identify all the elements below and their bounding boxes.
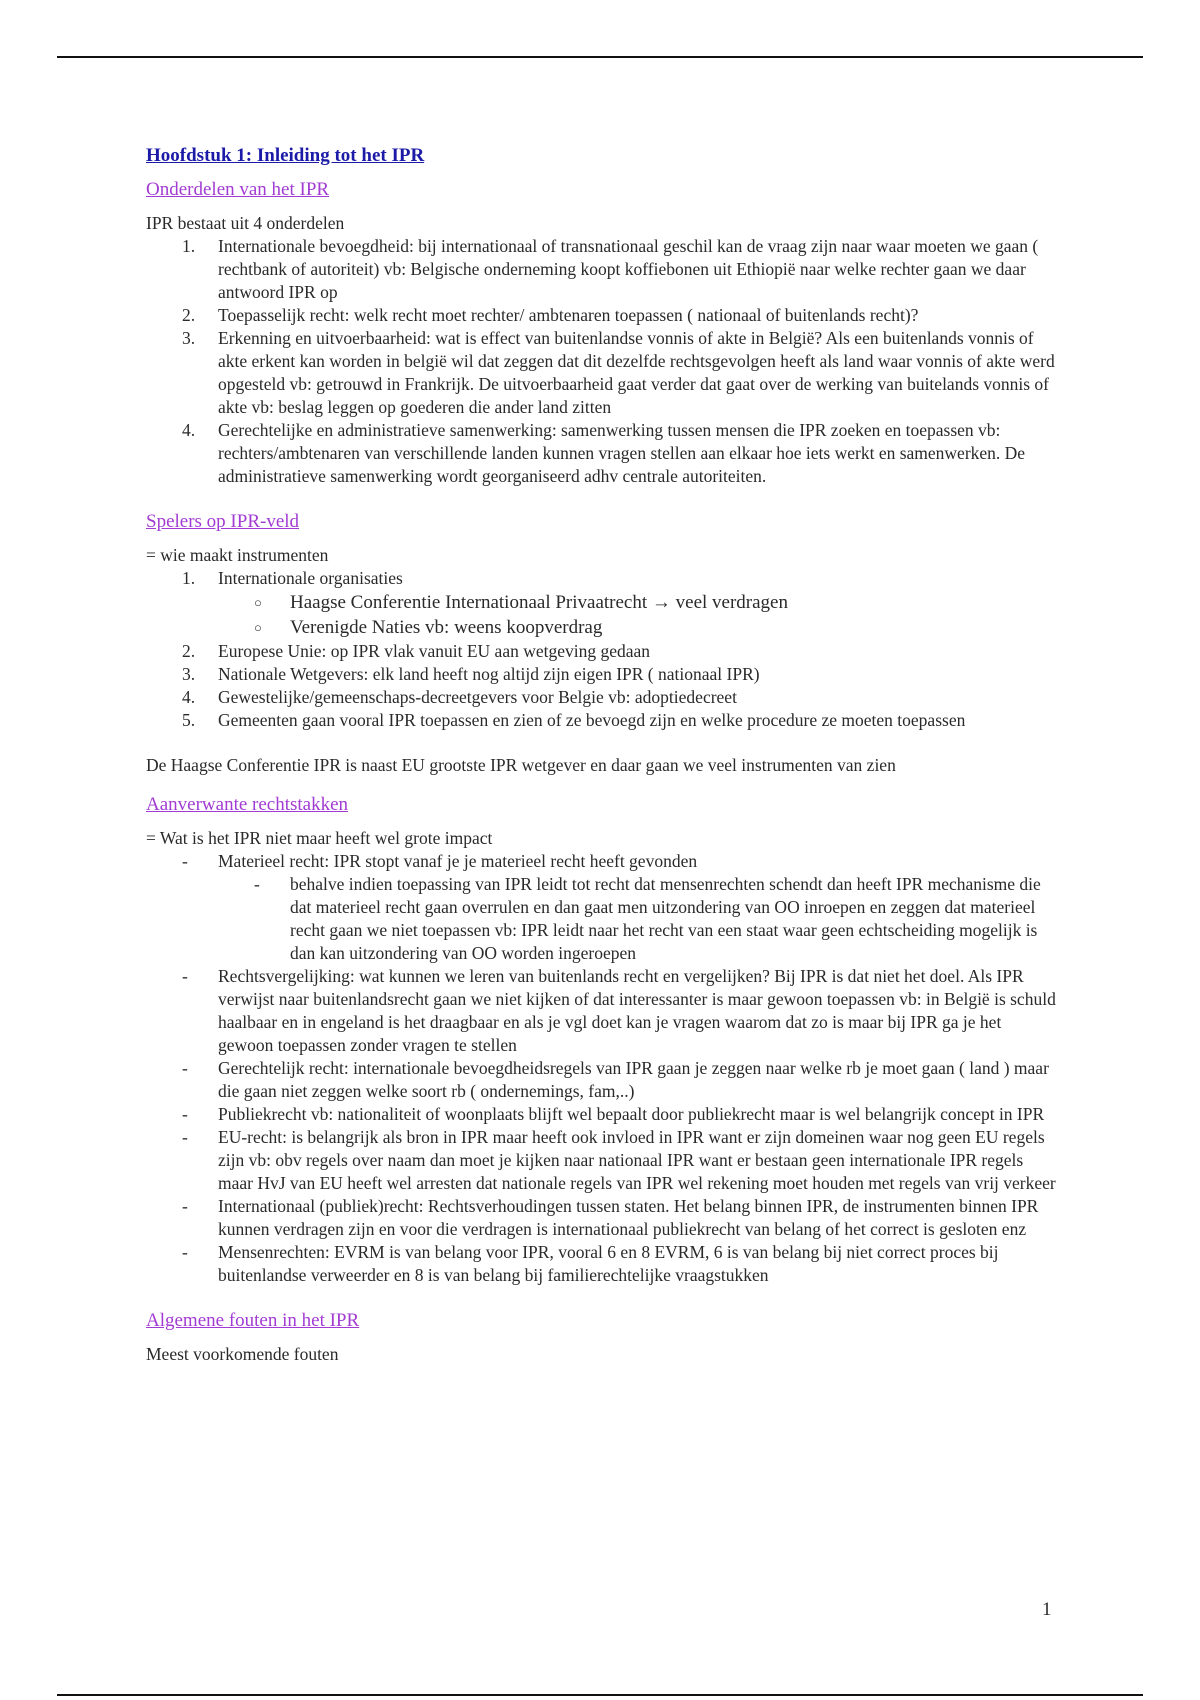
chapter-heading: Hoofdstuk 1: Inleiding tot het IPR <box>146 145 425 166</box>
sub-list-item-text: Verenigde Naties vb: weens koopverdrag <box>290 617 603 638</box>
sub-list-item <box>218 873 1056 965</box>
circle-bullet-icon: ○ <box>254 620 262 635</box>
list-item-text: Gewestelijke/gemeenschaps-decreetgevers voor Belgie vb: adoptiedecreet <box>218 687 737 707</box>
sub-list-item-text: Haagse Conferentie Internationaal Privaatrecht → veel verdragen <box>290 592 788 613</box>
list-number: 4. <box>182 420 196 440</box>
section-title-fouten: Algemene fouten in het IPR <box>146 1310 360 1331</box>
list-item <box>146 1103 1056 1126</box>
list-item-text: Gemeenten gaan vooral IPR toepassen en zien of ze bevoegd zijn en welke procedure ze moeten toepassen <box>218 710 966 730</box>
circle-bullet-icon: ○ <box>254 595 262 610</box>
list-item-text: Rechtsvergelijking: wat kunnen we leren van buitenlands recht en vergelijken? Bij IPR is dat niet het doel. Als IPR verwijst naar buitenlandsrecht gaan we niet kijken of dat interessanter is maar gewoon toepassen vb: in België is schuld haalbaar en in engeland is het draagbaar en als je vgl doet kan je vragen waarom dat zo is maar bij IPR ga je het gewoon toepassen zonder vragen te stellen <box>218 966 1056 1055</box>
footer-rule <box>57 1694 1143 1696</box>
document-body <box>146 144 1056 1366</box>
list-item <box>146 663 1056 686</box>
list-item <box>146 327 1056 419</box>
list-item <box>146 419 1056 488</box>
dash-bullet: - <box>182 1058 188 1078</box>
list-item <box>146 1057 1056 1103</box>
section-intro: = Wat is het IPR niet maar heeft wel grote impact <box>146 828 493 848</box>
list-number: 1. <box>182 568 196 588</box>
list-item <box>146 850 1056 873</box>
dash-list <box>146 850 1056 873</box>
numbered-list <box>146 235 1056 488</box>
dash-bullet: - <box>182 851 188 871</box>
dash-bullet: - <box>182 1104 188 1124</box>
list-item <box>146 567 1056 590</box>
section-intro: Meest voorkomende fouten <box>146 1344 339 1364</box>
section-intro: IPR bestaat uit 4 onderdelen <box>146 213 345 233</box>
list-number: 2. <box>182 305 196 325</box>
numbered-list <box>146 640 1056 732</box>
dash-bullet: - <box>182 1196 188 1216</box>
list-item <box>146 640 1056 663</box>
list-item-text: Internationale bevoegdheid: bij internationaal of transnationaal geschil kan de vraag zijn naar waar moeten we gaan ( rechtbank of autoriteit) vb: Belgische onderneming koopt koffiebonen uit Ethiopië naar welke rechter gaan we daar antwoord IPR op <box>218 236 1039 302</box>
paragraph: De Haagse Conferentie IPR is naast EU grootste IPR wetgever en daar gaan we veel instrumenten van zien <box>146 755 896 775</box>
list-item <box>146 709 1056 732</box>
sub-list-item-text: behalve indien toepassing van IPR leidt tot recht dat mensenrechten schendt dan heeft IPR mechanisme die dat materieel recht gaan overrulen en dan gaat men uitzondering van OO inroepen en zeggen dat materieel recht gaan we niet toepassen vb: IPR leidt naar het recht van een staat waar geen echtscheiding mogelijk is dan kan uitzondering van OO worden ingeroepen <box>290 874 1041 963</box>
list-item-text: Gerechtelijk recht: internationale bevoegdheidsregels van IPR gaan je zeggen naar welke rb je moet gaan ( land ) maar die gaan niet zeggen welke soort rb ( ondernemings, fam,..) <box>218 1058 1049 1101</box>
list-item-text: Internationaal (publiek)recht: Rechtsverhoudingen tussen staten. Het belang binnen IPR, de instrumenten binnen IPR kunnen verdragen zijn en voor die verdragen is internationaal publiekrecht van belang of het correct is gesloten enz <box>218 1196 1039 1239</box>
list-item-text: Publiekrecht vb: nationaliteit of woonplaats blijft wel bepaalt door publiekrecht maar is wel belangrijk concept in IPR <box>218 1104 1045 1124</box>
list-number: 5. <box>182 710 196 730</box>
section-intro: = wie maakt instrumenten <box>146 545 329 565</box>
list-item-text: Europese Unie: op IPR vlak vanuit EU aan wetgeving gedaan <box>218 641 651 661</box>
list-number: 3. <box>182 328 196 348</box>
list-item-text: Mensenrechten: EVRM is van belang voor IPR, vooral 6 en 8 EVRM, 6 is van belang bij niet correct proces bij buitenlandse verweerder en 8 is van belang bij familierechtelijke vraagstukken <box>218 1242 999 1285</box>
dash-bullet: - <box>182 1242 188 1262</box>
list-number: 3. <box>182 664 196 684</box>
list-item <box>146 1195 1056 1241</box>
section-title-aanverwante: Aanverwante rechtstakken <box>146 794 349 815</box>
list-item <box>146 304 1056 327</box>
section-title-onderdelen: Onderdelen van het IPR <box>146 179 330 200</box>
list-item-text: Toepasselijk recht: welk recht moet rechter/ ambtenaren toepassen ( nationaal of buitenlands recht)? <box>218 305 919 325</box>
list-item-text: Erkenning en uitvoerbaarheid: wat is effect van buitenlandse vonnis of akte in België? Als een buitenlands vonnis of akte erkent kan worden in belgië wil dat zeggen dat dit dezelfde rechtsgevolgen heeft als land waar vonnis of akte werd opgesteld vb: getrouwd in Frankrijk. De uitvoerbaarheid gaat verder dat gaat over de werking van buitelands vonnis of akte vb: beslag leggen op goederen die ander land zitten <box>218 328 1055 417</box>
header-rule <box>57 56 1143 58</box>
list-number: 1. <box>182 236 196 256</box>
list-item <box>146 1126 1056 1195</box>
list-item <box>146 686 1056 709</box>
list-item-text: Gerechtelijke en administratieve samenwerking: samenwerking tussen mensen die IPR zoeken en toepassen vb: rechters/ambtenaren van verschillende landen kunnen vragen stellen aan elkaar hoe iets werkt en samenwerken. De administratieve samenwerking wordt georganiseerd adhv centrale autoriteiten. <box>218 420 1026 486</box>
dash-bullet: - <box>182 966 188 986</box>
dash-list <box>146 965 1056 1287</box>
sub-list-item <box>218 615 1056 640</box>
list-item <box>146 965 1056 1057</box>
list-item-text: Internationale organisaties <box>218 568 403 588</box>
section-title-spelers: Spelers op IPR-veld <box>146 511 300 532</box>
list-item-text: EU-recht: is belangrijk als bron in IPR maar heeft ook invloed in IPR want er zijn domeinen waar nog geen EU regels zijn vb: obv regels over naam dan moet je kijken naar nationaal IPR want er bestaan geen internationale IPR regels maar HvJ van EU heeft wel arresten dat nationale regels van IPR wel rekening moet houden met regels van vrij verkeer <box>218 1127 1056 1193</box>
numbered-list <box>146 567 1056 590</box>
list-item <box>146 1241 1056 1287</box>
sub-list-item <box>218 590 1056 615</box>
list-number: 2. <box>182 641 196 661</box>
list-item-text: Materieel recht: IPR stopt vanaf je je materieel recht heeft gevonden <box>218 851 698 871</box>
dash-bullet: - <box>254 874 260 894</box>
list-item-text: Nationale Wetgevers: elk land heeft nog altijd zijn eigen IPR ( nationaal IPR) <box>218 664 760 684</box>
sub-list <box>218 590 1056 640</box>
sub-list <box>218 873 1056 965</box>
list-item <box>146 235 1056 304</box>
page-number: 1 <box>1042 1599 1052 1620</box>
list-number: 4. <box>182 687 196 707</box>
dash-bullet: - <box>182 1127 188 1147</box>
